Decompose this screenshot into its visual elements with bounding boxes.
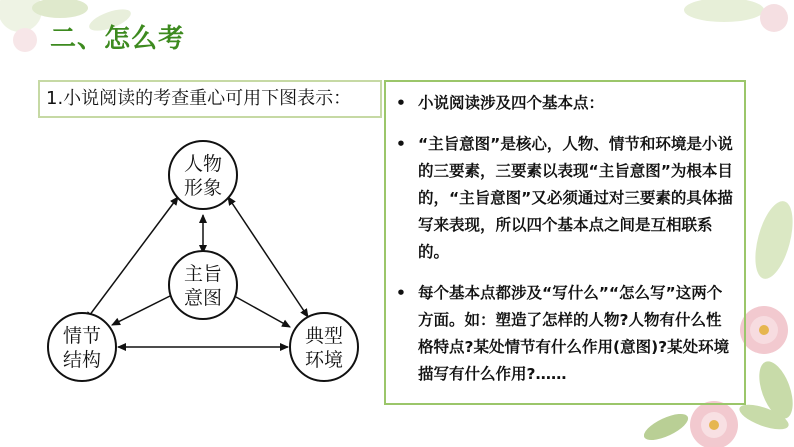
arrow-top-left [86, 197, 178, 320]
node-right-line1: 典型 [304, 325, 344, 347]
node-left [48, 313, 116, 381]
arrow-center-right [236, 297, 290, 327]
node-right-line2: 环境 [304, 349, 344, 371]
flower-decoration-top-right [664, 0, 794, 60]
point-text: “主旨意图”是核心，人物、情节和环境是小说的三要素，三要素以表现“主旨意图”为根本目的，“主旨意图”又必须通过对三要素的具体描写来表现，所以四个基本点之间是互相联系的。 [418, 135, 733, 261]
node-center-line1: 主旨 [183, 263, 223, 285]
point-text: 小说阅读涉及四个基本点： [418, 94, 605, 112]
points-box [384, 80, 746, 405]
subtitle-box: 1.小说阅读的考查重心可用下图表示： [38, 80, 382, 118]
node-left-line1: 情节 [62, 325, 102, 347]
point-text: 每个基本点都涉及“写什么”“怎么写”这两个方面。如：塑造了怎样的人物?人物有什么性格特点?某处情节有什么作用(意图)?某处环境描写有什么作用?…… [418, 284, 730, 383]
arrow-center-left [112, 295, 172, 325]
node-top [169, 141, 237, 209]
point-item [396, 90, 734, 117]
bullet: • [396, 135, 406, 153]
node-center [169, 251, 237, 319]
bullet: • [396, 94, 406, 112]
node-center-line2: 意图 [183, 287, 223, 309]
point-item [396, 131, 734, 266]
node-right [290, 313, 358, 381]
node-top-line1: 人物 [183, 153, 223, 175]
relationship-diagram [38, 135, 368, 390]
node-top-line2: 形象 [183, 177, 223, 199]
bullet: • [396, 284, 406, 302]
point-item [396, 280, 734, 388]
node-left-line2: 结构 [62, 349, 102, 371]
page-title: 二、怎么考 [50, 24, 186, 54]
